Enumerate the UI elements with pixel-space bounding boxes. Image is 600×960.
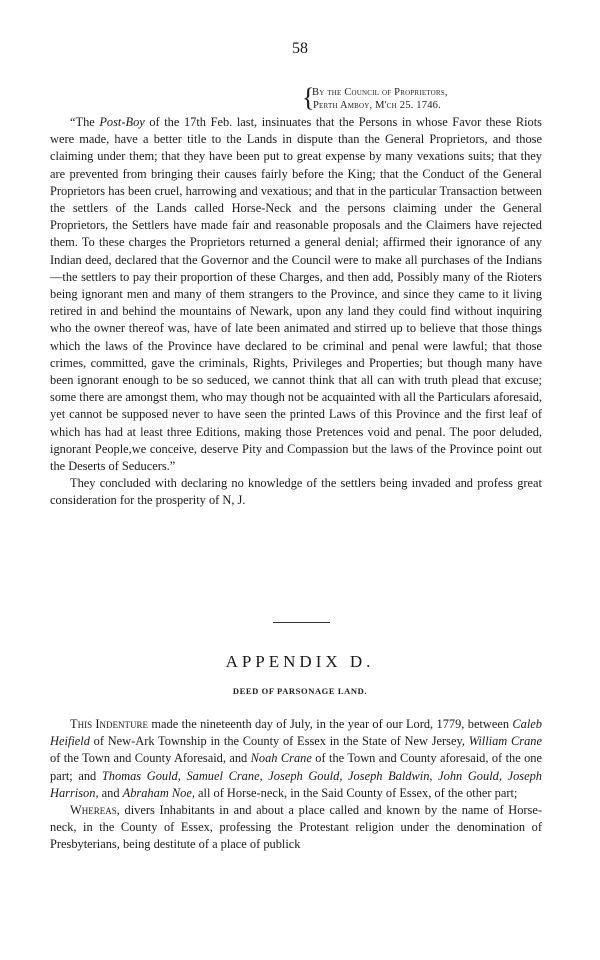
text-run: Caleb Heifield [50,717,542,749]
text-run: Post-Boy [99,115,145,129]
text-run: of New-Ark Township in the County of Essex in the State of New Jersey, [89,734,469,749]
conclusion-paragraph: They concluded with declaring no knowledge of the settlers being invaded and profess great consideration for the prosperity of N, J. [50,476,542,508]
quoted-paragraph [50,114,542,510]
text-run: Thomas Gould, Samuel Crane, Joseph Gould, Joseph Baldwin, John Gould, Joseph Harrison, [50,768,542,800]
text-run: Whereas, [70,803,120,818]
text-run: “The [70,115,100,129]
page-number: 58 [292,40,308,57]
text-run: William Crane [468,734,542,749]
deed-paragraph-2 [50,802,542,854]
appendix-title: APPENDIX D. [225,652,375,671]
text-run: Noah Crane [250,751,312,766]
text-run: made the nineteenth day of July, in the year of our Lord, 1779, between [148,717,513,731]
text-run: all of Horse-neck, in the Said County of Essex, of the other part; [194,785,518,800]
appendix-subtitle: DEED OF PARSONAGE LAND. [232,686,368,696]
deed-paragraph-1 [50,716,542,802]
text-run: Abraham Noe, [122,785,195,800]
dateline [302,83,448,112]
text-run: divers Inhabitants in and about a place called and known by the name of Horse-neck, in the County of Essex, professing the Protestant religion under the denomination of Presbyterians, being destitute of a place of publick [50,803,542,852]
section-divider [273,622,330,623]
text-run: and [98,785,123,800]
brace-glyph: { [302,83,315,112]
text-run: of the 17th Feb. last, insinuates that the Persons in whose Favor these Riots were made, have a better title to the Lands in dispute than the General Proprietors, and those claiming under them; that they have been put to great expense by many vexations suits; that they are prevented from bringing their causes fairly before the King; that the Conduct of the General Proprietors has been cruel, harrowing and vexatious; and that in the particular Transaction between the settlers of the Lands called Horse-Neck and the persons claiming under the General Proprietors, the Settlers have made fair and reasonable proposals and the Claimers have rejected them. To these charges the Proprietors returned a general denial; affirmed their ignorance of any Indian deed, declared that the Governor and the Council were to make all purchases of the Indians—the settlers to pay their proportion of these Charges, and then add, Possibly many of the Rioters being ignorant men and many of them strangers to the Province, and since they came to it living retired in and behind the mountains of Newark, upon any land they could find without inquiring who the owner thereof was, have of late been animated and stirred up to believe that those things which the laws of the Province have declared to be criminal and penal were lawful; that those crimes, committed, gave the criminals, Rights, Privileges and Properties; but though many have been ignorant enough to be so seduced, we cannot think that all can with truth plead that excuse; some there are amongst them, who may though not be acquainted with all the Particulars aforesaid, yet cannot be supposed never to have seen the printed Laws of this Province and the first leaf of which has had at least three Editions, making those Pretences void and penal. The poor deluded, ignorant People,we conceive, deserve Pity and Compassion but the laws of the Province point out the Deserts of Seducers.” [50,115,542,474]
quoted-paragraph-text [50,114,542,475]
text-run: This Indenture [70,717,149,731]
dateline-line-1: By the Council of Proprietors, [312,87,448,98]
deed-text [50,716,542,854]
text-run: of the Town and County aforesaid, of the one part; and [50,751,542,783]
dateline-line-2: Perth Amboy, M'ch 25. 1746. [313,100,441,111]
text-run: of the Town and County Aforesaid, and [50,751,251,766]
